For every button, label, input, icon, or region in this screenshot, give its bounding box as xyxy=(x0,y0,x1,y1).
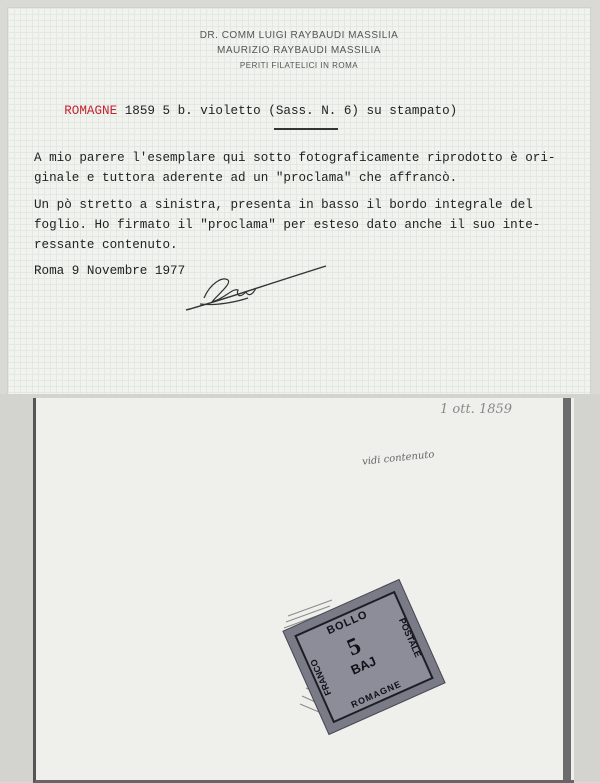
stamp-value: 5 xyxy=(343,632,365,662)
body-p2-line3: ressante contenuto. xyxy=(34,238,178,252)
stamp-left-text: FRANCO xyxy=(308,657,334,697)
stamp-right-text: POSTALE xyxy=(397,616,424,659)
handwritten-date: 1 ott. 1859 xyxy=(440,402,513,417)
expert-signature xyxy=(176,258,336,318)
expert-name-1: DR. COMM LUIGI RAYBAUDI MASSILIA xyxy=(199,30,399,41)
body-p2-line1: Un pò stretto a sinistra, presenta in basso il bordo integrale del xyxy=(34,198,533,212)
divider-rule xyxy=(274,128,338,130)
expert-title: PERITI FILATELICI IN ROMA xyxy=(239,61,359,70)
body-p2-line2: foglio. Ho firmato il "proclama" per esteso dato anche il suo inte- xyxy=(34,218,541,232)
photo-edge xyxy=(563,398,571,780)
stamp-bottom-text: ROMAGNE xyxy=(349,678,403,710)
body-p1-line2: ginale e tuttora aderente ad un "proclama" che affrancò. xyxy=(34,171,458,185)
subject-country: ROMAGNE xyxy=(64,103,118,118)
expert-name-2: MAURIZIO RAYBAUDI MASSILIA xyxy=(217,45,381,56)
stamp-unit: BAJ xyxy=(348,653,379,678)
body-p1-line1: A mio parere l'esemplare qui sotto fotograficamente riprodotto è ori- xyxy=(34,151,556,165)
certificate-date: Roma 9 Novembre 1977 xyxy=(34,264,186,278)
handwritten-note: vidi contenuto xyxy=(361,449,435,468)
certificate-sheet xyxy=(8,8,590,394)
subject-line xyxy=(34,92,457,130)
subject-description: 1859 5 b. violetto (Sass. N. 6) su stampato) xyxy=(124,103,458,118)
stamp-top-text: BOLLO xyxy=(325,608,370,638)
